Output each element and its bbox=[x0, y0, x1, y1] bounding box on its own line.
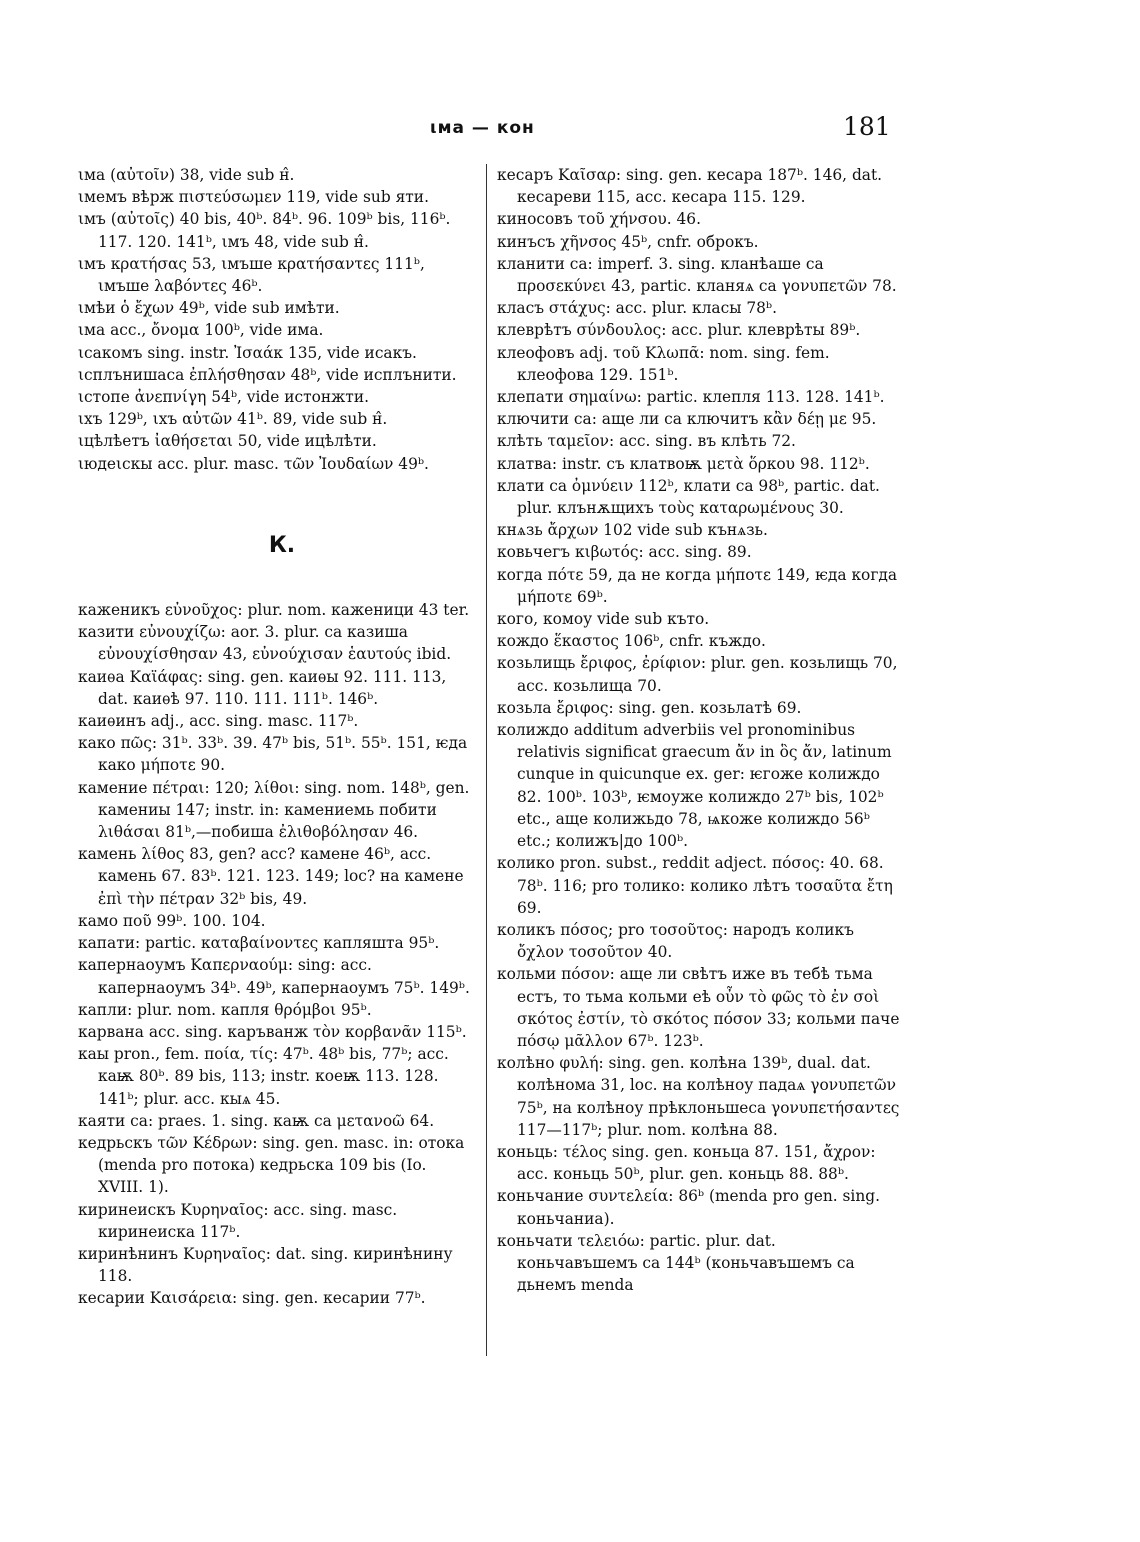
dictionary-entry: козьла ἔριφος: sing. gen. козьлатѣ 69. bbox=[497, 698, 802, 717]
dictionary-entry: класъ στάχυς: acc. plur. класы 78ᵇ. bbox=[497, 299, 777, 318]
dictionary-entry: каженикъ εὐνοῦχος: plur. nom. каженици 43 ter. bbox=[78, 601, 470, 620]
dictionary-entry: ιсaкомъ sing. instr. Ἰσαάκ 135, vide исaкъ. bbox=[78, 343, 417, 362]
section-heading-k: К. bbox=[268, 532, 296, 558]
dictionary-entry: клепати σημαίνω: partic. клепля 113. 128. 141ᵇ. bbox=[497, 388, 885, 407]
dictionary-entry: казити εὐνουχίζω: aor. 3. plur. са казишa εὐνουχίσθησαν 43, εὐνούχισαν ἑαυτούς ibid. bbox=[78, 623, 452, 664]
dictionary-entry: кедрьскъ τῶν Κέδρων: sing. gen. masc. in: отока (menda pro потока) кедрьска 109 bis (Io. XVIII. 1). bbox=[78, 1133, 465, 1197]
dictionary-entry: каы pron., fem. ποία, τίς: 47ᵇ. 48ᵇ bis, 77ᵇ; acc. каѭ 80ᵇ. 89 bis, 113; instr. коеѭ 113. 128. 141ᵇ; plur. acc. кыѧ 45. bbox=[78, 1045, 449, 1108]
dictionary-entry: коликъ πόσος; pro τοσοῦτος: народъ коликъ ὄχλον τοσοῦτον 40. bbox=[497, 920, 854, 962]
dictionary-entry: ιстопе ἀνεπνίγη 54ᵇ, vide истонжти. bbox=[78, 388, 369, 407]
dictionary-entry: киринеискъ Κυρηναῖος: acc. sing. masc. киринеиска 117ᵇ. bbox=[78, 1200, 398, 1241]
dictionary-entry: коньчание συντελεία: 86ᵇ (menda pro gen. sing. коньчаниа). bbox=[497, 1187, 880, 1228]
dictionary-entry: клати са ὀμνύειν 112ᵇ, клати са 98ᵇ, partic. dat. plur. клънѫщихъ τοὺς καταρωμένους 30. bbox=[497, 476, 880, 518]
dictionary-entry: ιмъ (αὐτοῖς) 40 bis, 40ᵇ. 84ᵇ. 96. 109ᵇ bis, 116ᵇ. 117. 120. 141ᵇ, ιмъ 48, vide sub н̂. bbox=[78, 210, 451, 251]
dictionary-entry: клеофовъ adj. τοῦ Κλωπᾶ: nom. sing. fem. клеофова 129. 151ᵇ. bbox=[497, 343, 830, 384]
dictionary-entry: ιмa (αὐτοῖν) 38, vide sub н̂. bbox=[78, 166, 295, 184]
dictionary-entry: ιхъ 129ᵇ, ιхъ αὐτῶν 41ᵇ. 89, vide sub н̂. bbox=[78, 410, 388, 429]
page-number: 181 bbox=[843, 112, 891, 141]
dictionary-entry: капернаоумъ Καπερναούμ: sing: acc. капернаоумъ 34ᵇ. 49ᵇ, капернаоумъ 75ᵇ. 149ᵇ. bbox=[78, 956, 470, 997]
dictionary-entry: коньчати τελειόω: partic. plur. dat. коньчавъшемъ са 144ᵇ (коньчавъшемъ са дьнемъ menda bbox=[497, 1231, 855, 1295]
dictionary-entry: карвана acc. sing. каръванж τὸν κορβανᾶν 115ᵇ. bbox=[78, 1022, 467, 1041]
dictionary-entry: кесарии Καισάρεια: sing. gen. кесарии 77ᵇ. bbox=[78, 1289, 426, 1308]
dictionary-entry: козьлищь ἔριφος, ἐρίφιον: plur. gen. козьлищь 70, acc. козьлища 70. bbox=[497, 654, 898, 695]
dictionary-entry: кинъсъ χῆνσος 45ᵇ, cnfr. оброкъ. bbox=[497, 232, 759, 251]
dictionary-entry: ιюдеιскы acc. plur. masc. τῶν Ἰουδαίων 49ᵇ. bbox=[78, 454, 429, 473]
dictionary-entry: киносовъ τοῦ χήνσου. 46. bbox=[497, 210, 701, 229]
column-divider bbox=[486, 164, 487, 1356]
right-column bbox=[497, 164, 901, 1296]
left-entries-k bbox=[78, 599, 476, 1310]
dictionary-entry: ιмѣи ὁ ἔχων 49ᵇ, vide sub имѣти. bbox=[78, 299, 340, 318]
dictionary-entry: камень λίθος 83, gen? acc? камене 46ᵇ, acc. камень 67. 83ᵇ. 121. 123. 149; loc? на камене ἐπὶ τὴν πέτραν 32ᵇ bis, 49. bbox=[78, 845, 464, 908]
header-title: ιмa — кон bbox=[430, 118, 535, 138]
dictionary-entry: кождо ἕκαστος 106ᵇ, cnfr. къждо. bbox=[497, 632, 766, 651]
left-entries-top bbox=[78, 164, 476, 475]
dictionary-entry: камение πέτραι: 120; λίθοι: sing. nom. 148ᵇ, gen. камениы 147; instr. in: камениемь побити λιθάσαι 81ᵇ,—побишa ἐλιθοβόλησαν 46. bbox=[78, 778, 470, 842]
left-column bbox=[78, 164, 476, 1310]
dictionary-entry: ιмeмъ вѣpж πιστεύσωμεν 119, vide sub яти. bbox=[78, 188, 429, 207]
dictionary-entry: ключити са: аще ли са ключитъ κἂν δέῃ με 95. bbox=[497, 410, 877, 429]
dictionary-entry: ιцѣлѣетъ ἰαθήσεται 50, vide ицѣлѣти. bbox=[78, 432, 377, 451]
dictionary-entry: кого, комоу vide sub къто. bbox=[497, 610, 710, 629]
dictionary-entry: кесаръ Καῖσαρ: sing. gen. кесара 187ᵇ. 146, dat. кесареви 115, acc. кесара 115. 129. bbox=[497, 166, 883, 207]
dictionary-entry: кнѧзь ἄρχων 102 vide sub кънѧзь. bbox=[497, 521, 768, 540]
dictionary-entry: капли: plur. nom. капля θρόμβοι 95ᵇ. bbox=[78, 1000, 372, 1019]
dictionary-entry: колико pron. subst., reddit adject. πόσος: 40. 68. 78ᵇ. 116; pro толико: колико лѣтъ τοσαῦτα ἔτη 69. bbox=[497, 854, 893, 917]
dictionary-entry: когда πότε 59, да не когда μήποτε 149, ѥда когда μήποτε 69ᵇ. bbox=[497, 565, 898, 606]
dictionary-entry: каяти са: praes. 1. sing. каѭ са μετανοῶ 64. bbox=[78, 1111, 435, 1130]
dictionary-entry: клатва: instr. съ клатвоѭ μετὰ ὅρκου 98. 112ᵇ. bbox=[497, 454, 870, 473]
dictionary-entry: капати: partic. καταβαίνοντες капляшта 95ᵇ. bbox=[78, 934, 440, 953]
running-header bbox=[0, 112, 1140, 148]
dictionary-entry: како πῶς: 31ᵇ. 33ᵇ. 39. 47ᵇ bis, 51ᵇ. 55ᵇ. 151, ѥда како μήποτε 90. bbox=[78, 734, 468, 775]
dictionary-entry: ιмa acc., ὄνομα 100ᵇ, vide имa. bbox=[78, 321, 324, 340]
dictionary-entry: колѣно φυλή: sing. gen. колѣна 139ᵇ, dual. dat. колѣнома 31, loc. на колѣноу падаѧ γονυπετῶν 75ᵇ, на колѣноу прѣклоньшеса γονυπετήσαντες 117—117ᵇ; plur. nom. колѣна 88. bbox=[497, 1054, 900, 1139]
dictionary-entry: каиѳинъ adj., acc. sing. masc. 117ᵇ. bbox=[78, 712, 359, 731]
right-entries bbox=[497, 164, 901, 1296]
dictionary-entry: кольми πόσον: аще ли свѣтъ иже въ тебѣ тьма естъ, то тьма кольми еѣ οὖν τὸ φῶς τὸ ἐν σοὶ σκότος ἐστίν, τὸ σκότος πόσον 33; кольми паче πόσῳ μᾶλλον 67ᵇ. 123ᵇ. bbox=[497, 965, 900, 1050]
dictionary-entry: киринѣнинъ Κυρηναῖος: dat. sing. киринѣнину 118. bbox=[78, 1244, 453, 1286]
dictionary-entry: каиѳа Καϊάφας: sing. gen. каиѳы 92. 111. 113, dat. каиѳѣ 97. 110. 111. 111ᵇ. 146ᵇ. bbox=[78, 667, 447, 708]
dictionary-entry: камо ποῦ 99ᵇ. 100. 104. bbox=[78, 911, 266, 930]
dictionary-entry: ковьчегъ κιβωτός: acc. sing. 89. bbox=[497, 543, 752, 562]
dictionary-entry: клеврѣтъ σύνδουλος: acc. plur. клеврѣты 89ᵇ. bbox=[497, 321, 861, 340]
dictionary-entry: колиждо additum adverbiis vel pronominibus relativis significat graecum ἄν in ὃς ἄν, latinum cunque in quicunque ex. ger: ѥгоже колиждо 82. 100ᵇ. 103ᵇ, ѥмоуже колиждо 27ᵇ bis, 102ᵇ etc., аще колижьдо 78, ѩкоже колиждо 56ᵇ etc.; колижъ|до 100ᵇ. bbox=[497, 721, 892, 851]
dictionary-entry: кланити са: imperf. 3. sing. кланѣаше са προσεκύνει 43, partic. кланяѧ са γονυπετῶν 78. bbox=[497, 254, 897, 296]
dictionary-entry: ιмъ κρατήσας 53, ιмъше κρατήσαντες 111ᵇ, ιмъше λαβόντες 46ᵇ. bbox=[78, 254, 425, 296]
dictionary-entry: ιсплънишaca ἐπλήσθησαν 48ᵇ, vide исплънити. bbox=[78, 365, 457, 384]
dictionary-entry: клѣть ταμεῖον: acc. sing. въ клѣть 72. bbox=[497, 432, 796, 451]
dictionary-entry: коньць: τέλος sing. gen. коньца 87. 151, ἄχρον: acc. коньць 50ᵇ, plur. gen. коньць 88. 88ᵇ. bbox=[497, 1142, 876, 1184]
